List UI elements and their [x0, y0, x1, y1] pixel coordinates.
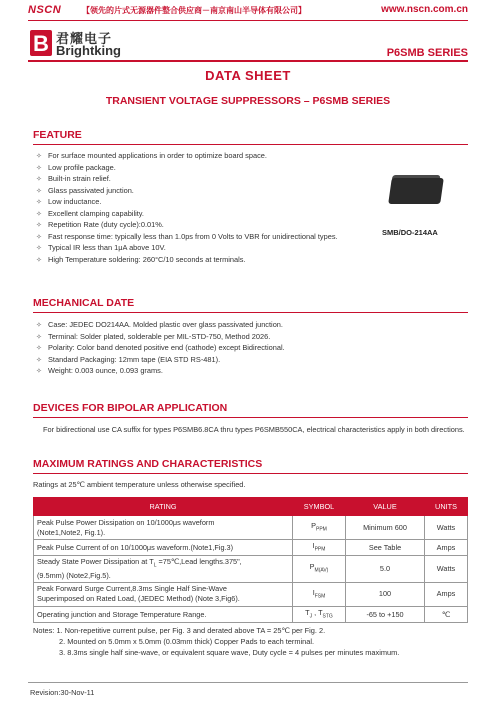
- symbol-cell: $P_{PPM}$: [293, 516, 346, 540]
- smb-package-image: [388, 178, 444, 204]
- brand-name-en: Brightking: [56, 43, 121, 58]
- list-item-text: For surface mounted applications in order to optimize board space.: [48, 151, 267, 160]
- diamond-bullet-icon: ✧: [36, 244, 42, 252]
- diamond-bullet-icon: ✧: [36, 175, 42, 183]
- units-cell: Watts: [425, 556, 468, 582]
- list-item-text: Typical IR less than 1μA above 10V.: [48, 243, 166, 252]
- feature-divider: [33, 144, 468, 145]
- footer-divider: [28, 682, 468, 683]
- list-item-text: Excellent clamping capability.: [48, 208, 144, 218]
- list-item: [36, 331, 285, 343]
- list-item-text: High Temperature soldering: 260°C/10 seconds at terminals.: [48, 254, 246, 264]
- rating-cell: Operating junction and Storage Temperature Range.: [34, 606, 293, 622]
- nscn-logo: NSCN: [28, 4, 62, 16]
- ratings-heading: MAXIMUM RATINGS AND CHARACTERISTICS: [33, 458, 263, 470]
- header-divider: [28, 20, 468, 21]
- table-row: [34, 516, 468, 540]
- col-value: VALUE: [346, 498, 425, 516]
- units-cell: ℃: [425, 606, 468, 622]
- diamond-bullet-icon: ✧: [36, 255, 42, 264]
- brightking-logo-icon: B: [30, 30, 52, 56]
- diamond-bullet-icon: ✧: [36, 232, 42, 241]
- bipolar-text: For bidirectional use CA suffix for types P6SMB6.8CA thru types P6SMB550CA, electrical characteristics apply in both directions.: [43, 425, 465, 434]
- diamond-bullet-icon: ✧: [36, 367, 42, 375]
- list-item-text: Low profile package.: [48, 162, 116, 172]
- list-item-text: Case: JEDEC DO214AA. Molded plastic over glass passivated junction.: [48, 320, 283, 329]
- list-item: [36, 231, 338, 243]
- units-cell: Amps: [425, 582, 468, 606]
- rating-cell: Peak Pulse Power Dissipation on 10/1000μs waveform (Note1,Note2, Fig.1).: [34, 516, 293, 540]
- diamond-bullet-icon: ✧: [36, 163, 42, 172]
- symbol-cell: $P_{M(AV)}$: [293, 556, 346, 582]
- note-line-3: 3. 8.3ms single half sine-wave, or equivalent square wave, Duty cycle = 4 pulses per minutes maximum.: [59, 648, 400, 657]
- diamond-bullet-icon: ✧: [36, 209, 42, 218]
- list-item: [36, 354, 285, 366]
- rating-cell: Peak Forward Surge Current,8.3ms Single Half Sine-Wave Superimposed on Rated Load, (JEDEC Method) (Note 3,Fig6).: [34, 582, 293, 606]
- bipolar-heading: DEVICES FOR BIPOLAR APPLICATION: [33, 402, 228, 414]
- symbol-cell: $T_J$ , $T_{STG}$: [293, 606, 346, 622]
- diamond-bullet-icon: ✧: [36, 332, 42, 341]
- revision-label: Revision:30-Nov-11: [30, 688, 95, 697]
- diamond-bullet-icon: ✧: [36, 355, 42, 364]
- units-cell: Watts: [425, 516, 468, 540]
- series-divider: [28, 60, 468, 62]
- value-cell: 5.0: [346, 556, 425, 582]
- list-item: [36, 219, 338, 231]
- ratings-table: [33, 497, 468, 623]
- notes: [33, 625, 399, 658]
- list-item-text: Terminal: Solder plated, solderable per MIL-STD-750, Method 2026.: [48, 331, 271, 341]
- list-item: [36, 196, 338, 208]
- header-tagline: 【领先的片式无源器件整合供应商－南京南山半导体有限公司】: [82, 6, 306, 15]
- col-symbol: SYMBOL: [293, 498, 346, 516]
- list-item-text: Low inductance.: [48, 197, 102, 206]
- list-item-text: Polarity: Color band denoted positive end (cathode) except Bidirectional.: [48, 343, 285, 352]
- symbol-cell: $I_{FSM}$: [293, 582, 346, 606]
- list-item-text: Repetition Rate (duty cycle):0.01%.: [48, 220, 164, 229]
- list-item: [36, 173, 338, 185]
- table-row: [34, 556, 468, 582]
- rating-cell: Steady State Power Dissipation at $T_L$ =75℃,Lead lengths.375", (9.5mm) (Note2,Fig.5).: [34, 556, 293, 582]
- diamond-bullet-icon: ✧: [36, 186, 42, 195]
- page-subtitle: TRANSIENT VOLTAGE SUPPRESSORS – P6SMB SERIES: [105, 95, 391, 107]
- list-item: [36, 342, 285, 354]
- list-item: [36, 208, 338, 220]
- list-item: [36, 185, 338, 197]
- ratings-divider: [33, 473, 468, 474]
- value-cell: -65 to +150: [346, 606, 425, 622]
- list-item: [36, 254, 338, 266]
- table-row: [34, 582, 468, 606]
- value-cell: Minimum 600: [346, 516, 425, 540]
- brand-name-cn: 君耀电子: [56, 32, 113, 47]
- package-label: SMB/DO-214AA: [382, 228, 438, 237]
- header-url-link[interactable]: www.nscn.com.cn: [381, 4, 468, 15]
- page-title: DATA SHEET: [205, 68, 291, 83]
- list-item-text: Built-in strain relief.: [48, 174, 111, 183]
- diamond-bullet-icon: ✧: [36, 152, 42, 160]
- list-item: [36, 365, 285, 377]
- mechanical-divider: [33, 312, 468, 313]
- table-header-row: [34, 498, 468, 516]
- diamond-bullet-icon: ✧: [36, 344, 42, 352]
- bipolar-divider: [33, 417, 468, 418]
- col-units: UNITS: [425, 498, 468, 516]
- table-row: [34, 540, 468, 556]
- feature-list: [36, 150, 338, 265]
- diamond-bullet-icon: ✧: [36, 198, 42, 206]
- table-row: [34, 606, 468, 622]
- series-label: P6SMB SERIES: [386, 47, 468, 59]
- value-cell: 100: [346, 582, 425, 606]
- col-rating: RATING: [34, 498, 293, 516]
- value-cell: See Table: [346, 540, 425, 556]
- diamond-bullet-icon: ✧: [36, 321, 42, 329]
- list-item-text: Fast response time: typically less than 1.0ps from 0 Volts to VBR for unidirectional types.: [48, 231, 338, 241]
- list-item-text: Glass passivated junction.: [48, 185, 134, 195]
- feature-heading: FEATURE: [33, 129, 82, 141]
- note-line-2: 2. Mounted on 5.0mm x 5.0mm (0.03mm thick) Copper Pads to each terminal.: [59, 637, 315, 646]
- symbol-cell: $I_{PPM}$: [293, 540, 346, 556]
- list-item: [36, 162, 338, 174]
- units-cell: Amps: [425, 540, 468, 556]
- mechanical-heading: MECHANICAL DATE: [33, 297, 135, 309]
- list-item: [36, 242, 338, 254]
- diamond-bullet-icon: ✧: [36, 221, 42, 229]
- ratings-note: Ratings at 25℃ ambient temperature unless otherwise specified.: [33, 480, 246, 489]
- mechanical-list: [36, 319, 285, 377]
- list-item-text: Standard Packaging: 12mm tape (EIA STD RS-481).: [48, 354, 221, 364]
- rating-cell: Peak Pulse Current of on 10/1000μs waveform.(Note1,Fig.3): [34, 540, 293, 556]
- note-line-1: Notes: 1. Non-repetitive current pulse, per Fig. 3 and derated above TA = 25℃ per Fig. 2.: [33, 626, 326, 635]
- list-item-text: Weight: 0.003 ounce, 0.093 grams.: [48, 366, 163, 375]
- list-item: [36, 150, 338, 162]
- list-item: [36, 319, 285, 331]
